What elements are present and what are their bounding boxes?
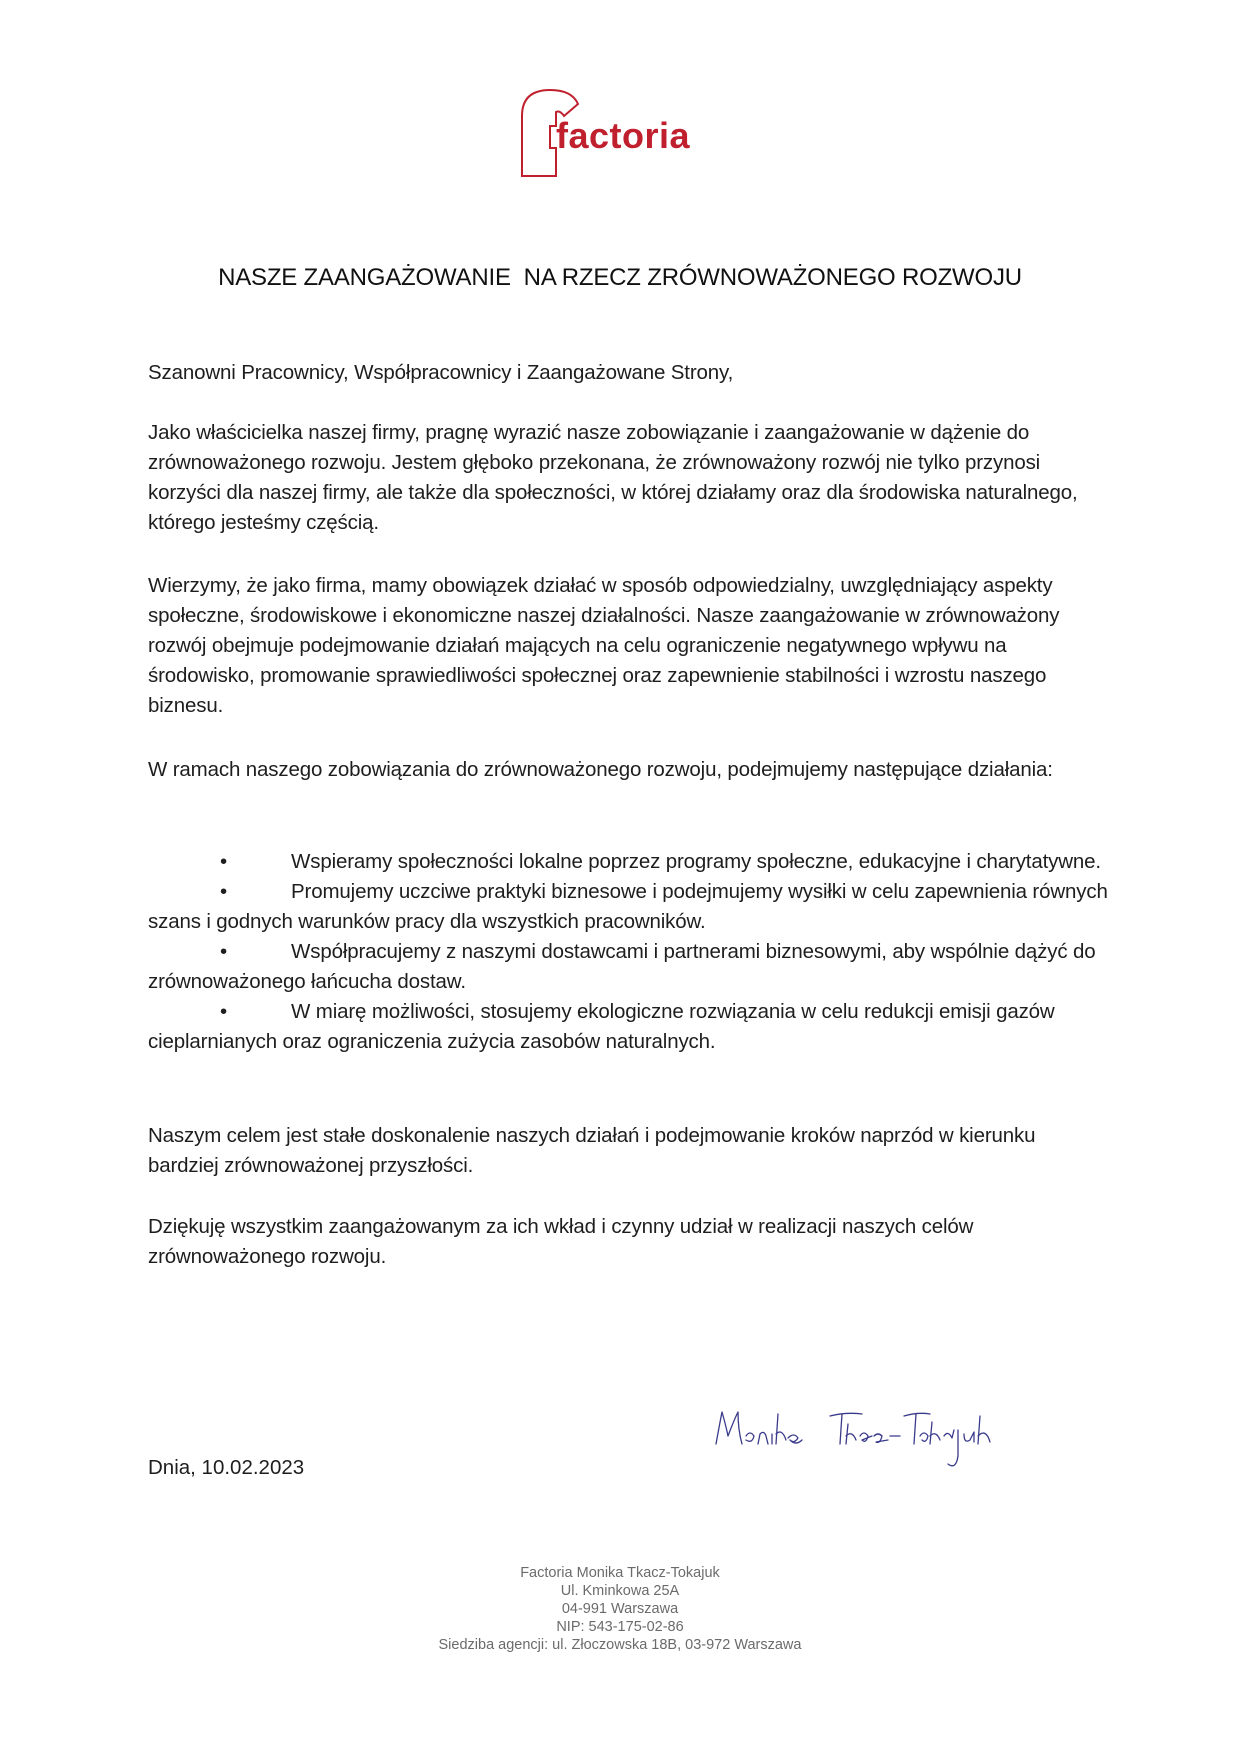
footer-city: 04-991 Warszawa: [561, 1601, 679, 1617]
list-item: [148, 847, 1108, 877]
factoria-logo-icon: [520, 86, 730, 180]
document-date: Dnia, 10.02.2023: [148, 1456, 305, 1479]
paragraph-thanks: Dziękuję wszystkim zaangażowanym za ich wkład i czynny udział w realizacji naszych celów zrównoważonego rozwoju.: [148, 1215, 974, 1268]
bullet-icon: •: [220, 940, 228, 963]
paragraph-goal: Naszym celem jest stałe doskonalenie naszych działań i podejmowanie kroków naprzód w kierunku bardziej zrównoważonej przyszłości.: [148, 1124, 1036, 1177]
list-item: [148, 877, 1108, 937]
footer-company-name: Factoria Monika Tkacz-Tokajuk: [520, 1565, 720, 1581]
footer-street: Ul. Kminkowa 25A: [560, 1583, 680, 1599]
paragraph-responsibility: Wierzymy, że jako firma, mamy obowiązek działać w sposób odpowiedzialny, uwzględniający aspekty społeczne, środowiskowe i ekonomiczne naszej działalności. Nasze zaangażowanie w zrównoważony rozwój obejmuje podejmowanie działań mających na celu ograniczenie negatywnego wpływu na środowisko, promowanie sprawiedliwości społecznej oraz zapewnienie stabilności i wzrostu naszego biznesu.: [148, 574, 1060, 717]
list-item-text: Promujemy uczciwe praktyki biznesowe i podejmujemy wysiłki w celu zapewnienia równych szans i godnych warunków pracy dla wszystkich pracowników.: [148, 880, 1108, 933]
list-item: [148, 937, 1108, 997]
list-item: [148, 997, 1108, 1057]
factoria-logo: [520, 86, 730, 180]
svg-text:factoria: factoria: [556, 115, 691, 156]
paragraph-actions-intro: W ramach naszego zobowiązania do zrównoważonego rozwoju, podejmujemy następujące działania:: [148, 758, 1053, 781]
bullet-icon: •: [220, 1000, 228, 1023]
list-item-text: Współpracujemy z naszymi dostawcami i partnerami biznesowymi, aby wspólnie dążyć do zrównoważonego łańcucha dostaw.: [148, 940, 1096, 993]
handwritten-signature: [712, 1400, 1042, 1480]
footer-agency-address: Siedziba agencji: ul. Złoczowska 18B, 03-972 Warszawa: [438, 1637, 802, 1653]
footer-nip: NIP: 543-175-02-86: [556, 1619, 684, 1635]
company-footer: [0, 1564, 1240, 1654]
paragraph-intro: Jako właścicielka naszej firmy, pragnę wyrazić nasze zobowiązanie i zaangażowanie w dążenie do zrównoważonego rozwoju. Jestem głęboko przekonana, że zrównoważony rozwój nie tylko przynosi korzyści dla naszej firmy, ale także dla społeczności, w której działamy oraz dla środowiska naturalnego, którego jesteśmy częścią.: [148, 421, 1078, 534]
bullet-icon: •: [220, 880, 228, 903]
bullet-icon: •: [220, 850, 228, 873]
document-title: NASZE ZAANGAŻOWANIE NA RZECZ ZRÓWNOWAŻONEGO ROZWOJU: [218, 264, 1022, 291]
signature-icon: [712, 1400, 1042, 1480]
salutation: Szanowni Pracownicy, Współpracownicy i Zaangażowane Strony,: [148, 361, 734, 384]
actions-list: [148, 847, 1108, 1057]
list-item-text: Wspieramy społeczności lokalne poprzez programy społeczne, edukacyjne i charytatywne.: [291, 850, 1101, 873]
list-item-text: W miarę możliwości, stosujemy ekologiczne rozwiązania w celu redukcji emisji gazów cieplarnianych oraz ograniczenia zużycia zasobów naturalnych.: [148, 1000, 1055, 1053]
